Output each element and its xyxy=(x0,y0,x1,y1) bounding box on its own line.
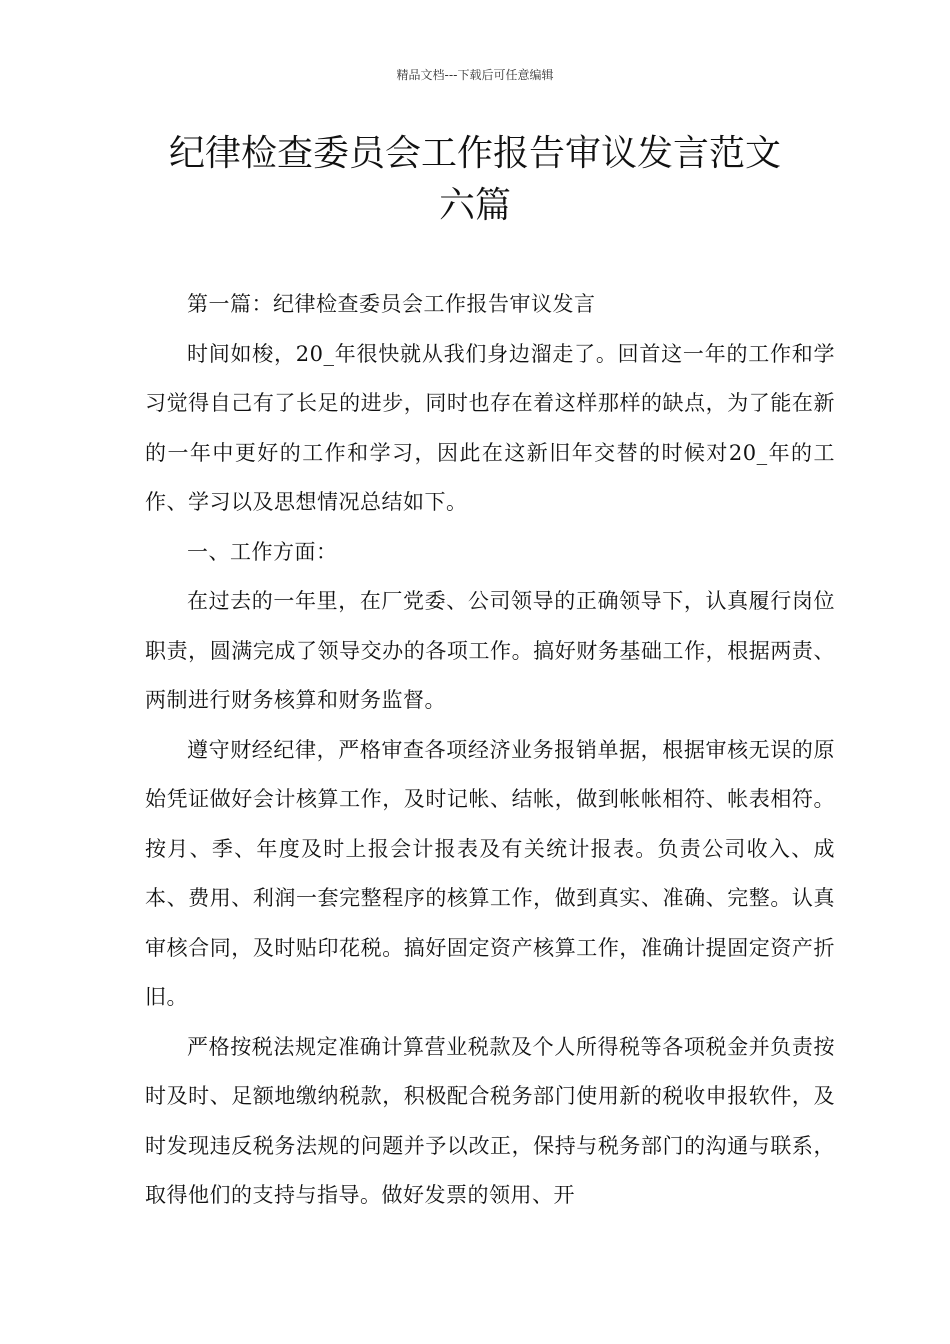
header-note: 精品文档---下载后可任意编辑 xyxy=(396,68,554,82)
paragraph: 在过去的一年里，在厂党委、公司领导的正确领导下，认真履行岗位职责，圆满完成了领导交办的各项工作。搞好财务基础工作，根据两责、两制进行财务核算和财务监督。 xyxy=(145,589,835,712)
title-line-1: 纪律检查委员会工作报告审议发言范文 xyxy=(168,133,781,174)
paragraph: 时间如梭，20_年很快就从我们身边溜走了。回首这一年的工作和学习觉得自己有了长足的进步，同时也存在着这样那样的缺点，为了能在新的一年中更好的工作和学习，因此在这新旧年交替的时候对20_年的工作、学习以及思想情况总结如下。 xyxy=(145,341,835,514)
paragraph: 严格按税法规定准确计算营业税款及个人所得税等各项税金并负责按时及时、足额地缴纳税款，积极配合税务部门使用新的税收申报软件，及时发现违反税务法规的问题并予以改正，保持与税务部门的沟通与联系，取得他们的支持与指导。做好发票的领用、开 xyxy=(145,1034,835,1207)
section-heading: 第一篇：纪律检查委员会工作报告审议发言 xyxy=(187,292,596,316)
subsection-heading: 一、工作方面： xyxy=(187,539,338,564)
title-line-2: 六篇 xyxy=(438,185,511,226)
document-title xyxy=(120,128,830,232)
paragraph: 遵守财经纪律，严格审查各项经济业务报销单据，根据审核无误的原始凭证做好会计核算工作，及时记帐、结帐，做到帐帐相符、帐表相符。按月、季、年度及时上报会计报表及有关统计报表。负责公司收入、成本、费用、利润一套完整程序的核算工作，做到真实、准确、完整。认真审核合同，及时贴印花税。搞好固定资产核算工作，准确计提固定资产折旧。 xyxy=(145,737,835,1009)
document-body xyxy=(145,280,835,1221)
